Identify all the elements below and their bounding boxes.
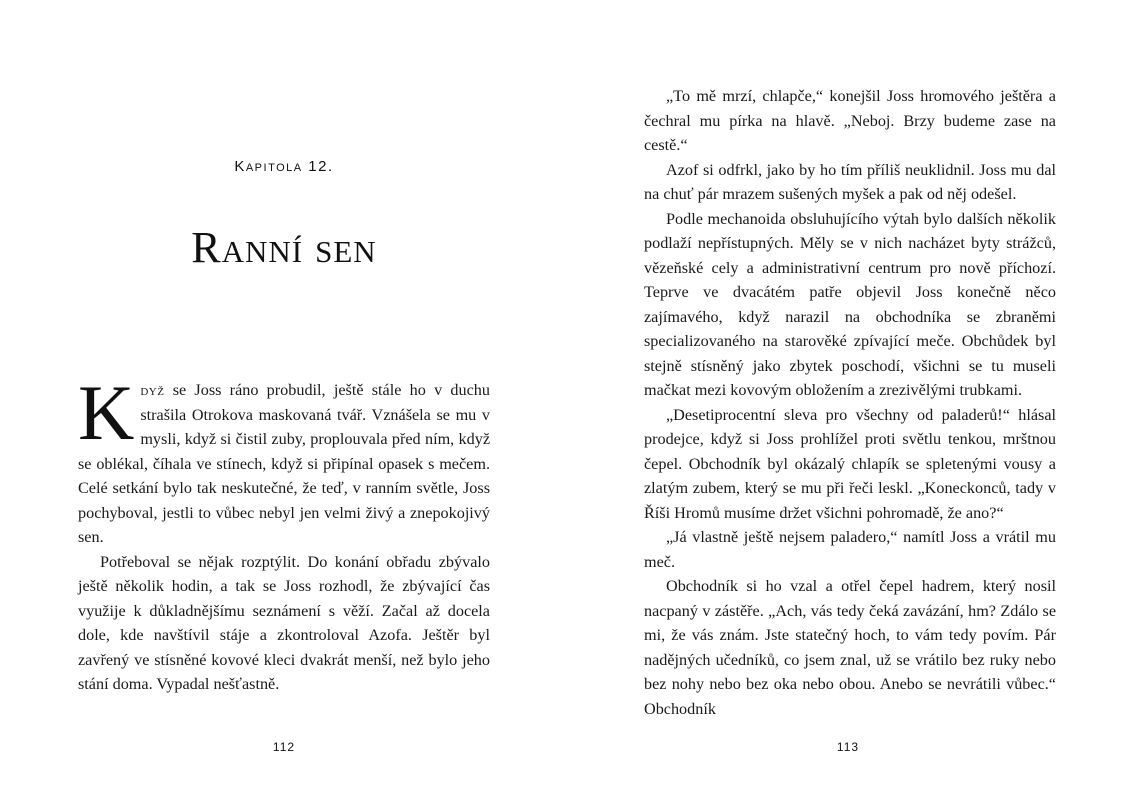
opening-paragraph-text: se Joss ráno probudil, ještě stále ho v duchu strašila Otrokova maskovaná tvář. Vznášela se mu v mysli, když si čistil zuby, proplouvala před ním, když se oblékal, číhala ve stínech, když si připínal opasek s mečem. Celé setkání bylo tak neskutečné, že teď, v ranním světle, Joss pochyboval, jestli to vůbec nebyl jen velmi živý a znepokojivý sen. (78, 381, 490, 546)
paragraph: Potřeboval se nějak rozptýlit. Do konání obřadu zbývalo ještě několik hodin, a tak se Joss rozhodl, že zbývající čas využije k důkladnějšímu seznámení s věží. Začal až docela dole, kde navštívil stáje a zkontroloval Azofa. Ještěr byl zavřený ve stísněné kovové kleci dvakrát menší, než bylo jeho stání doma. Vypadal nešťastně. (78, 552, 490, 693)
opening-paragraph (78, 369, 490, 550)
page-number-right: 113 (836, 740, 860, 754)
paragraph: Podle mechanoida obsluhujícího výtah bylo dalších několik podlaží nepřístupných. Měly se v nich nacházet byty strážců, vězeňské cely a administrativní centrum pro nově příchozí. Teprve ve dvacátém patře objevil Joss konečně něco zajímavého, když narazil na obchodníka se zbraněmi specializovaného na starověké zpívající meče. Obchůdek byl stejně stísněný jako zbytek poschodí, všichni se tu museli mačkat mezi kovovým obložením a zrezivělými trubkami. (644, 209, 1056, 399)
chapter-label: Kapitola 12. (234, 158, 334, 175)
drop-cap: K (78, 369, 135, 456)
right-page (566, 0, 1132, 800)
left-text-block (78, 369, 490, 697)
paragraph: „Desetiprocentní sleva pro všechny od paladerů!“ hlásal prodejce, když si Joss prohlížel proti světlu tenkou, mrštnou čepel. Obchodník byl okázalý chlapík se spletenými vousy a zlatým zubem, který se mu při řeči leskl. „Koneckonců, tady v Říši Hromů musíme držet všichni pohromadě, že ano?“ (644, 405, 1056, 522)
paragraph: Obchodník si ho vzal a otřel čepel hadrem, který nosil nacpaný v zástěře. „Ach, vás tedy čeká zavázání, hm? Zdálo se mi, že vás znám. Jste statečný hoch, to vám tedy povím. Pár nadějných učedníků, co jsem znal, už se vrátilo bez ruky nebo bez nohy nebo bez oka nebo obou. Anebo se nevrátili vůbec.“ Obchodník (644, 577, 1056, 718)
paragraph: „Já vlastně ještě nejsem paladero,“ namítl Joss a vrátil mu meč. (644, 528, 1056, 571)
paragraph: Azof si odfrkl, jako by ho tím příliš neuklidnil. Joss mu dal na chuť pár mrazem sušených myšek a pak od něj odešel. (644, 160, 1056, 203)
paragraph: „To mě mrzí, chlapče,“ konejšil Joss hromového ještěra a čechral mu pírka na hlavě. „Neboj. Brzy budeme zase na cestě.“ (644, 87, 1056, 154)
page-number-left: 112 (272, 740, 296, 754)
lead-in-small-caps: dyž (140, 381, 165, 399)
chapter-title: Ranní sen (191, 223, 377, 272)
right-text-block (644, 84, 1056, 721)
